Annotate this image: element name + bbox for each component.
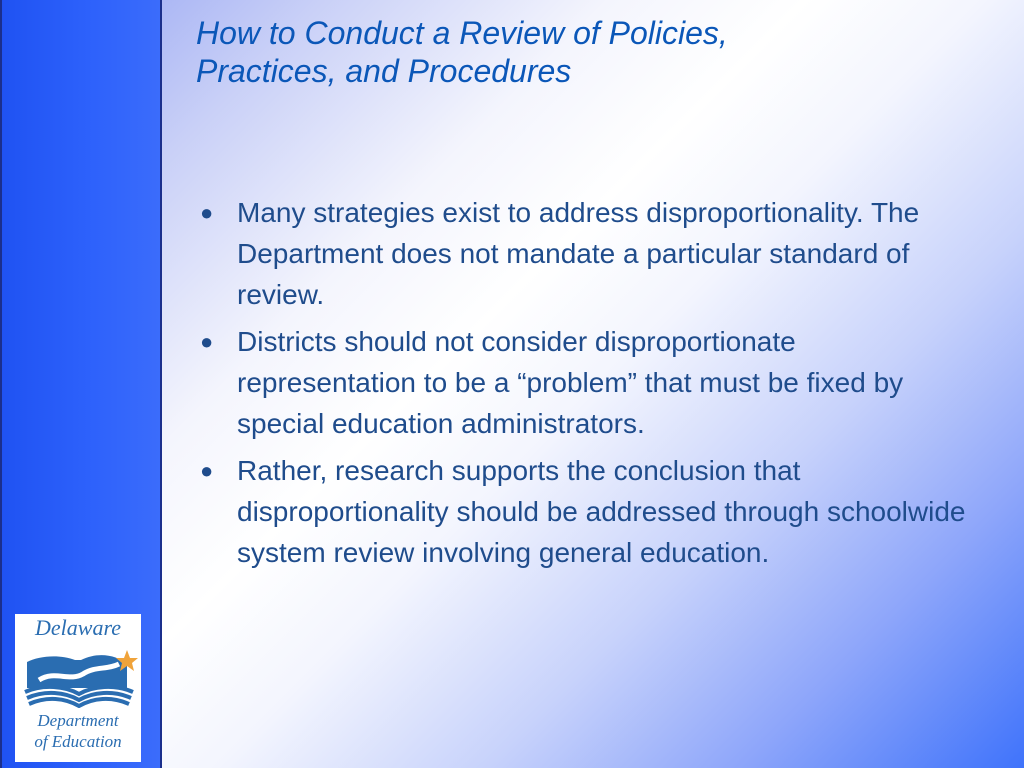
open-book-star-icon (19, 640, 139, 708)
logo-name: Delaware (35, 615, 121, 640)
bullet-item (194, 321, 974, 444)
bullet-text: Districts should not consider disproportionate representation to be a “problem” that must be fixed by special education administrators. (237, 326, 904, 439)
bullet-icon: ● (200, 329, 214, 354)
logo-subtitle-line-2: of Education (34, 732, 122, 751)
bullet-item (194, 192, 974, 315)
delaware-doe-logo (15, 614, 141, 762)
logo-subtitle-line-1: Department (37, 711, 119, 730)
bullet-text: Rather, research supports the conclusion that disproportionality should be addressed through schoolwide system review involving general education. (237, 455, 966, 568)
logo-subtitle (15, 710, 141, 752)
slide-title-line-2: Practices, and Procedures (196, 53, 572, 89)
bullet-icon: ● (200, 200, 214, 225)
bullet-item (194, 450, 974, 573)
slide-title (196, 14, 996, 90)
bullet-text: Many strategies exist to address disproportionality. The Department does not mandate a particular standard of review. (237, 197, 920, 310)
bullet-icon: ● (200, 458, 214, 483)
bullet-list (194, 192, 974, 579)
slide-title-line-1: How to Conduct a Review of Policies, (196, 15, 728, 51)
